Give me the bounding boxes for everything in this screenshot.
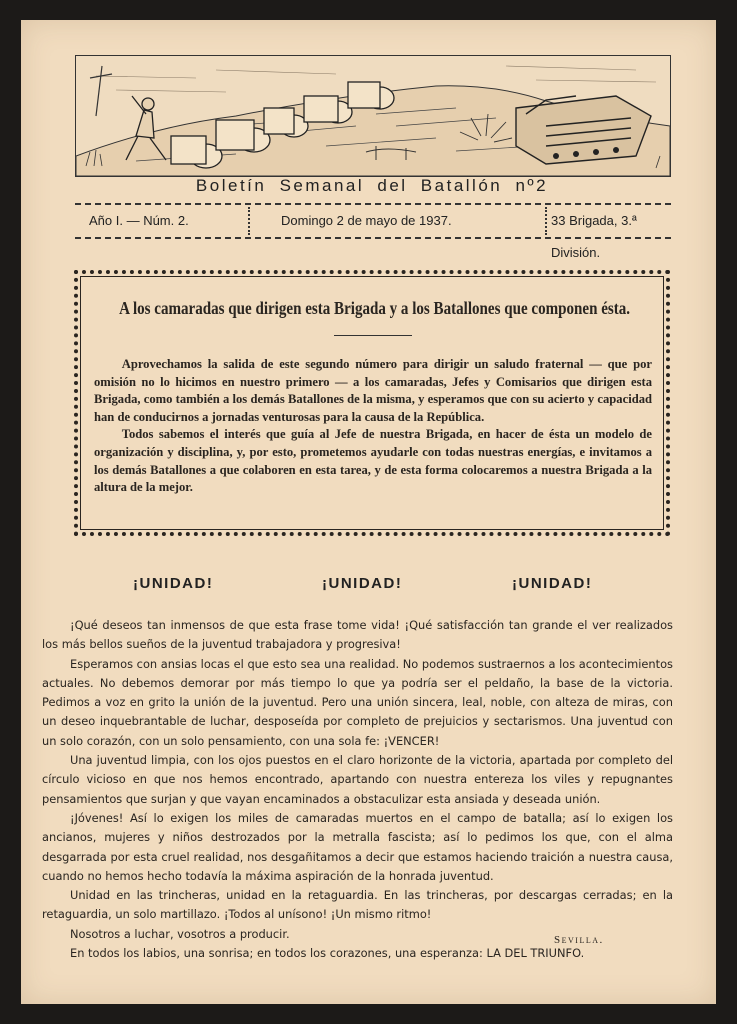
masthead-illustration (75, 55, 671, 177)
battle-scene-illustration (76, 56, 670, 176)
body-paragraph: Nosotros a luchar, vosotros a producir. (70, 926, 290, 941)
author-signature: Sevilla. (554, 934, 604, 946)
boxed-article (74, 270, 670, 536)
article-body (94, 356, 652, 497)
bulletin-subtitle: Boletín Semanal del Batallón nº2 (195, 176, 549, 195)
body-paragraph: Unidad en las trincheras, unidad en la retaguardia. En las trincheras, por descargas cerradas; en la retaguardia, un solo martillazo. ¡Todos al unísono! ¡Un mismo ritmo! (42, 888, 673, 922)
title-rule (334, 335, 412, 336)
issue-info-bar (75, 203, 671, 260)
newspaper-page (21, 20, 716, 1004)
slogan-unidad: ¡UNIDAD! (512, 575, 593, 592)
main-article-body (42, 616, 673, 963)
unit-name: 33 Brigada, 3.ª División. (551, 213, 637, 260)
slogan-unidad: ¡UNIDAD! (133, 575, 214, 592)
body-paragraph: Esperamos con ansias locas el que esto sea una realidad. No podemos sustraernos a los acontecimientos actuales. No debemos demorar por más tiempo lo que ya podría ser el peldaño, la base de la victoria. Pedimos a voz en grito la unión de la juventud. Pero una unión sincera, leal, noble, con alteza de miras, con un deseo inquebrantable de luchar, desposeída por completo de prejuicios y sectarismos. Una juventud con un solo corazón, con un solo pensamiento, con una sola fe: ¡VENCER! (42, 656, 673, 748)
body-paragraph: ¡Jóvenes! Así lo exigen los miles de camaradas muertos en el campo de batalla; así lo exigen los ancianos, mujeres y niños destrozados por la metralla fascista; así lo pedimos los que, con el alma desgarrada por esta cruel realidad, nos desgañitamos a decir que estamos haciendo traición a nuestra causa, cuando no hemos hecho todavía la máxima aspiración de la honrada juventud. (42, 810, 673, 883)
article-paragraph: Aprovechamos la salida de este segundo número para dirigir un saludo fraternal — que por omisión no lo hicimos en nuestro primero — a los camaradas, Jefes y Comisarios que dirigen esta Brigada, como también a los demás Batallones de la misma, y esperamos que con su acierto y capacidad han de conducirnos a jornadas venturosas para la causa de la República. (94, 357, 652, 424)
body-paragraph: Una juventud limpia, con los ojos puestos en el claro horizonte de la victoria, apartada por completo del círculo vicioso en que nos hemos encontrado, apartando con nuestra entereza los viles y repugnantes pensamientos que surjan y que vayan encaminados a obstaculizar esta ansiada y deseada unión. (42, 753, 673, 806)
issue-number: Año I. — Núm. 2. (89, 213, 189, 228)
issue-date: Domingo 2 de mayo de 1937. (281, 213, 452, 228)
slogan-unidad: ¡UNIDAD! (322, 575, 403, 592)
info-separator (248, 207, 250, 235)
info-separator (545, 207, 547, 235)
article-paragraph: Todos sabemos el interés que guía al Jefe de nuestra Brigada, en hacer de ésta un modelo de organización y disciplina, y, por esto, prometemos ayudarle con todas nuestras energías, e invitamos a los demás Batallones a que colaboren en esta tarea, y de esta forma colocaremos a nuestra Brigada a la altura de la mejor. (94, 427, 652, 495)
body-paragraph: ¡Qué deseos tan inmensos de que esta frase tome vida! ¡Qué satisfacción tan grande el ver realizados los más bellos sueños de la juventud trabajadora y progresiva! (42, 618, 673, 652)
article-title: A los camaradas que dirigen esta Brigada y a los Batallones que componen ésta. (119, 298, 631, 318)
body-paragraph: En todos los labios, una sonrisa; en todos los corazones, una esperanza: LA DEL TRIUNFO. (70, 946, 585, 961)
